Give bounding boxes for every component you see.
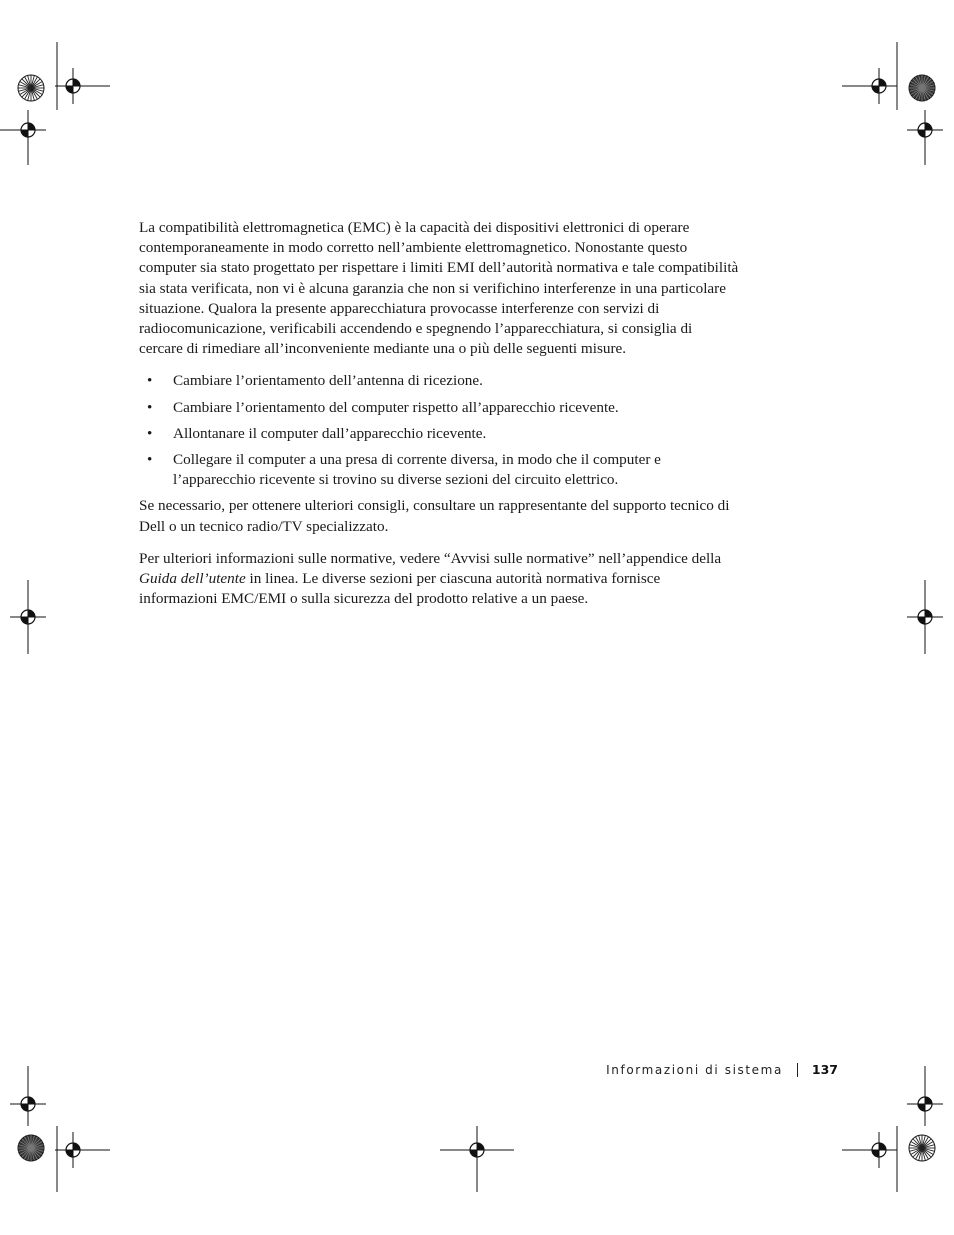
registration-quadrant <box>872 86 879 93</box>
registration-quadrant <box>925 1097 932 1104</box>
registration-quadrant <box>477 1143 484 1150</box>
registration-quadrant <box>879 1143 886 1150</box>
registration-quadrant <box>925 610 932 617</box>
list-item: • Cambiare l’orientamento del computer rispetto all’apparecchio ricevente. <box>139 398 739 418</box>
registration-quadrant <box>73 79 80 86</box>
bullet-icon: • <box>147 398 153 416</box>
registration-quadrant <box>879 79 886 86</box>
registration-quadrant <box>28 610 35 617</box>
bullet-icon: • <box>147 424 153 442</box>
registration-quadrant <box>21 130 28 137</box>
list-item: • Allontanare il computer dall’apparecchio ricevente. <box>139 424 739 444</box>
more-info-paragraph: Per ulteriori informazioni sulle normative, vedere “Avvisi sulle normative” nell’appendice della Guida dell’utente in linea. Le diverse sezioni per ciascuna autorità normativa fornisce informazioni EMC/EMI o sulla sicurezza del prodotto relative a un paese. <box>139 549 722 608</box>
registration-quadrant <box>470 1150 477 1157</box>
registration-quadrant <box>918 1104 925 1111</box>
registration-quadrant <box>28 1097 35 1104</box>
page-number: 137 <box>811 1062 838 1077</box>
registration-quadrant <box>21 1104 28 1111</box>
registration-quadrant <box>925 123 932 130</box>
footer-divider <box>797 1063 798 1077</box>
page-footer <box>560 1062 838 1077</box>
user-guide-reference: Guida dell’utente <box>139 570 246 588</box>
registration-quadrant <box>28 123 35 130</box>
registration-quadrant <box>918 130 925 137</box>
footer-section-title: Informazioni di sistema <box>606 1062 783 1077</box>
list-item: • Collegare il computer a una presa di corrente diversa, in modo che il computer e l’apparecchio ricevente si trovino su diverse sezioni del circuito elettrico. <box>147 451 661 489</box>
registration-quadrant <box>872 1150 879 1157</box>
registration-quadrant <box>66 86 73 93</box>
list-item: • Cambiare l’orientamento dell’antenna di ricezione. <box>139 371 739 391</box>
support-paragraph: Se necessario, per ottenere ulteriori consigli, consultare un rappresentante del supporto tecnico di Dell o un tecnico radio/TV specializzato. <box>139 497 730 535</box>
intro-paragraph: La compatibilità elettromagnetica (EMC) è la capacità dei dispositivi elettronici di operare contemporaneamente in modo corretto nell’ambiente elettromagnetico. Nonostante questo computer sia stato progettato per rispettare i limiti EMI dell’autorità normativa e tale compatibilità sia stata verificata, non vi è alcuna garanzia che non si verifichino interferenze in una particolare situazione. Qualora la presente apparecchiatura provocasse interferenze con servizi di radiocomunicazione, verificabili accendendo e spegnendo l’apparecchiatura, si consiglia di cercare di rimediare all’inconveniente mediante una o più delle seguenti misure. <box>139 219 739 358</box>
registration-quadrant <box>66 1150 73 1157</box>
bullet-icon: • <box>147 451 153 469</box>
measures-list <box>139 371 739 490</box>
registration-quadrant <box>73 1143 80 1150</box>
registration-quadrant <box>21 617 28 624</box>
registration-quadrant <box>918 617 925 624</box>
bullet-icon: • <box>147 372 153 390</box>
page-body <box>139 218 739 621</box>
